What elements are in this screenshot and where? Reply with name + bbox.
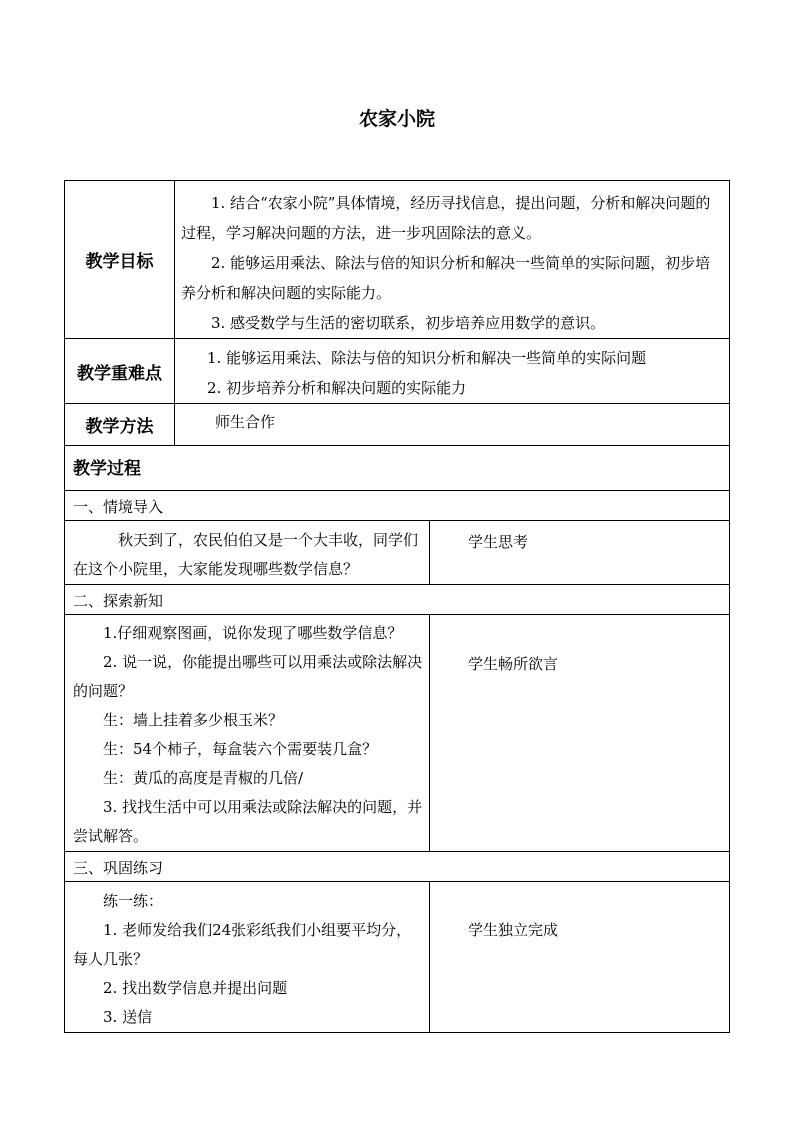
key-point-item: 1. 能够运用乘法、除法与倍的知识分析和解决一些简单的实际问题 <box>207 349 647 367</box>
section-content <box>65 615 430 852</box>
section-heading: 二、探索新知 <box>65 585 730 615</box>
student-activity: 学生畅所欲言 <box>430 615 730 852</box>
content-line: 1. 老师发给我们24张彩纸我们小组要平均分，每人几张？ <box>73 921 412 968</box>
key-points-content <box>175 339 730 404</box>
content-line: 3. 找找生活中可以用乘法或除法解决的问题，并尝试解答。 <box>73 798 423 845</box>
content-line: 生：墙上挂着多少根玉米？ <box>103 711 284 729</box>
key-points-row <box>65 339 730 404</box>
section-body-row <box>65 615 730 852</box>
section-body-row <box>65 521 730 585</box>
process-title-row <box>65 446 730 491</box>
section-heading: 一、情境导入 <box>65 491 730 521</box>
section-heading-row <box>65 852 730 882</box>
section-heading-row <box>65 491 730 521</box>
section-heading: 三、巩固练习 <box>65 852 730 882</box>
content-line: 2. 说一说，你能提出哪些可以用乘法或除法解决的问题？ <box>73 653 423 700</box>
content-line: 1.仔细观察图画，说你发现了哪些数学信息？ <box>103 624 403 642</box>
lesson-plan-table <box>64 180 730 1033</box>
method-row <box>65 404 730 446</box>
objectives-content <box>175 181 730 339</box>
process-label: 教学过程 <box>65 446 730 491</box>
content-line: 生：黄瓜的高度是青椒的几倍/ <box>103 769 304 787</box>
student-activity: 学生独立完成 <box>430 882 730 1033</box>
section-content <box>65 882 430 1033</box>
key-points-label: 教学重难点 <box>65 339 175 404</box>
student-activity: 学生思考 <box>430 521 730 585</box>
section-heading-row <box>65 585 730 615</box>
section-content <box>65 521 430 585</box>
content-line: 秋天到了，农民伯伯又是一个大丰收，同学们在这个小院里，大家能发现哪些数学信息？ <box>73 531 419 578</box>
page-title: 农家小院 <box>358 108 435 130</box>
section-body-row <box>65 882 730 1033</box>
key-point-item: 2. 初步培养分析和解决问题的实际能力 <box>207 379 467 397</box>
objective-item: 1. 结合“农家小院”具体情境，经历寻找信息，提出问题，分析和解决问题的过程，学习解决问题的方法，进一步巩固除法的意义。 <box>181 194 711 242</box>
objective-item: 3. 感受数学与生活的密切联系，初步培养应用数学的意识。 <box>211 314 606 332</box>
objectives-row <box>65 181 730 339</box>
objective-item: 2. 能够运用乘法、除法与倍的知识分析和解决一些简单的实际问题，初步培养分析和解决问题的实际能力。 <box>181 254 711 302</box>
content-line: 2. 找出数学信息并提出问题 <box>103 979 288 997</box>
content-line: 练一练： <box>103 892 164 910</box>
content-line: 3. 送信 <box>103 1008 153 1026</box>
objectives-label: 教学目标 <box>65 181 175 339</box>
method-value: 师生合作 <box>175 404 730 446</box>
method-label: 教学方法 <box>65 404 175 446</box>
content-line: 生：54个柿子，每盒装六个需要装几盒？ <box>103 740 378 758</box>
